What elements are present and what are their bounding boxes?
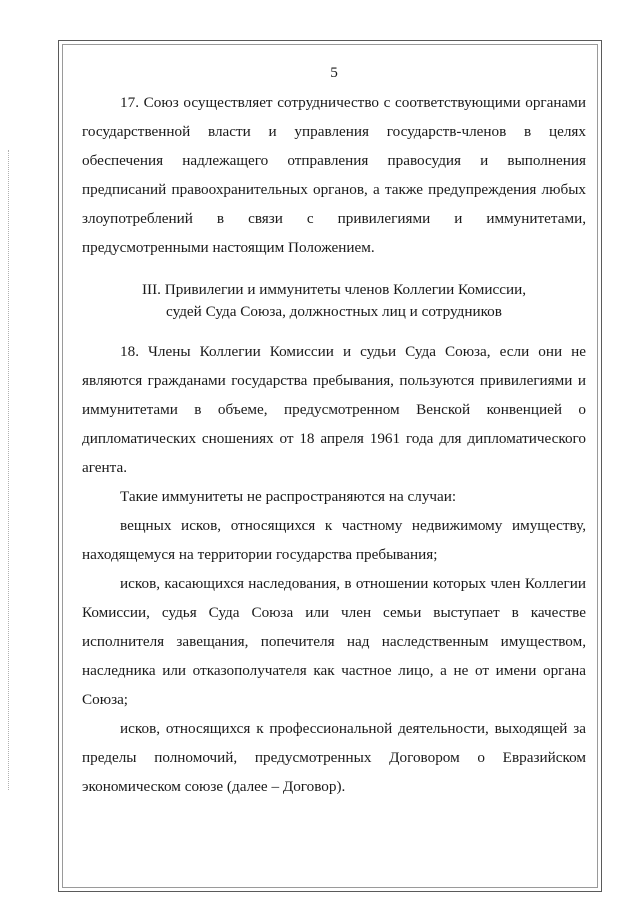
section-heading bbox=[82, 279, 586, 323]
section-heading-line-1: III. Привилегии и иммунитеты членов Коллегии Комиссии, bbox=[141, 281, 527, 298]
paragraph-18: 18. Члены Коллегии Комиссии и судьи Суда Союза, если они не являются гражданами государства пребывания, пользуются привилегиями и иммунитетами в объеме, предусмотренном Венской конвенцией о дипломатических сношениях от 18 апреля 1961 года для дипломатического агента. bbox=[82, 343, 586, 476]
paragraph-exception-property: вещных исков, относящихся к частному недвижимому имуществу, находящемуся на территории государства пребывания; bbox=[82, 517, 586, 563]
section-heading-line-2: судей Суда Союза, должностных лиц и сотрудников bbox=[166, 303, 502, 320]
paragraph-exceptions-intro: Такие иммунитеты не распространяются на случаи: bbox=[120, 488, 457, 505]
paragraph-exception-professional: исков, относящихся к профессиональной деятельности, выходящей за пределы полномочий, предусмотренных Договором о Евразийском экономическом союзе (далее – Договор). bbox=[82, 720, 586, 795]
paragraph-exception-inheritance: исков, касающихся наследования, в отношении которых член Коллегии Комиссии, судья Суда Союза или член семьи выступает в качестве исполнителя завещания, попечителя над наследственным имуществом, наследника или отказополучателя как частное лицо, а не от имени органа Союза; bbox=[82, 575, 586, 708]
page-number: 5 bbox=[330, 64, 338, 81]
scan-edge-mark bbox=[8, 150, 10, 790]
document-body bbox=[82, 62, 586, 801]
paragraph-17: 17. Союз осуществляет сотрудничество с соответствующими органами государственной власти и управления государств-членов в целях обеспечения надлежащего отправления правосудия и выполнения предписаний правоохранительных органов, а также предупреждения любых злоупотреблений в связи с привилегиями и иммунитетами, предусмотренными настоящим Положением. bbox=[82, 94, 586, 256]
